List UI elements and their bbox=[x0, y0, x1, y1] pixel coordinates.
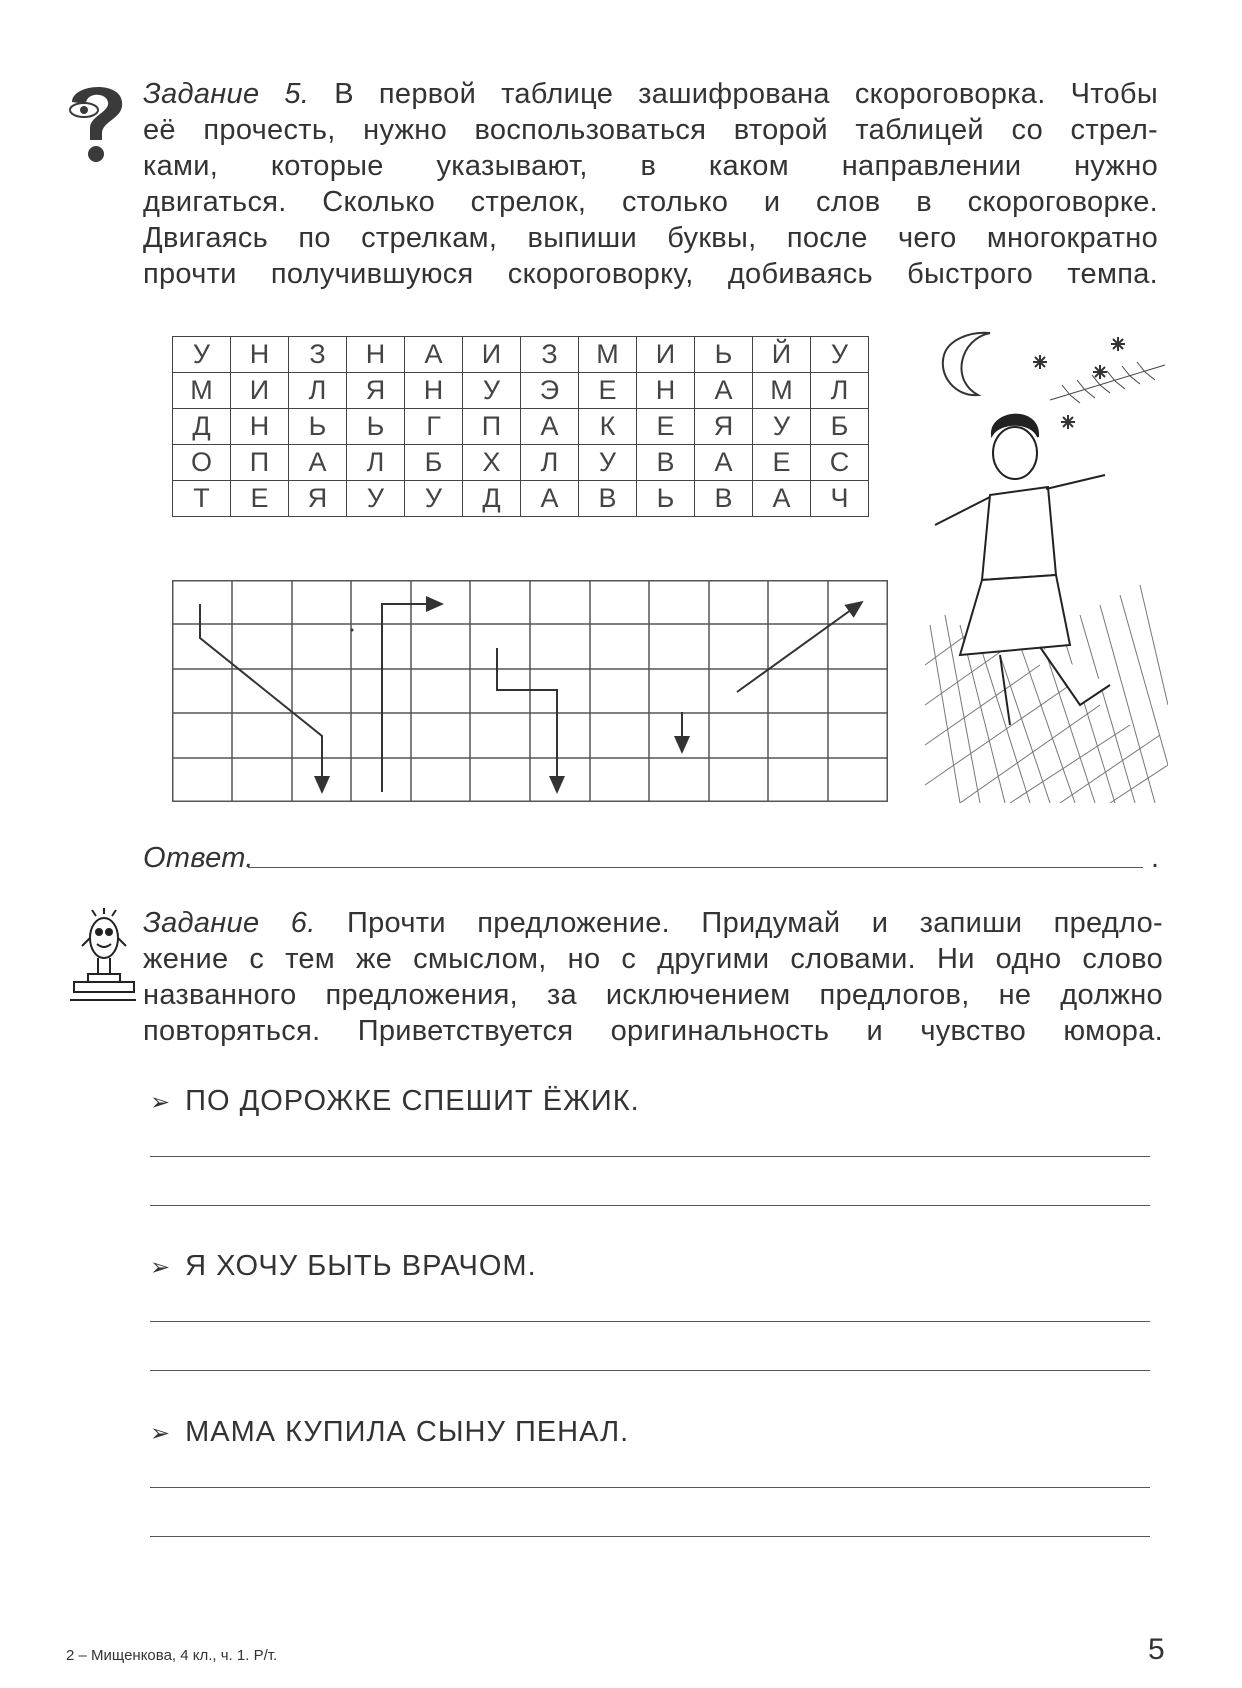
letter-cell: Н bbox=[231, 337, 289, 373]
letter-cell: П bbox=[231, 445, 289, 481]
letter-cell: В bbox=[579, 481, 637, 517]
footer-note: 2 – Мищенкова, 4 кл., ч. 1. Р/т. bbox=[66, 1647, 278, 1664]
letter-cell: Я bbox=[347, 373, 405, 409]
letter-cell: Д bbox=[173, 409, 231, 445]
letter-cell: Я bbox=[289, 481, 347, 517]
moon-icon bbox=[943, 333, 990, 395]
arrow-grid bbox=[172, 580, 888, 802]
letter-cell: М bbox=[173, 373, 231, 409]
letter-cell: Л bbox=[811, 373, 869, 409]
question-eye-icon bbox=[60, 80, 135, 165]
letter-cell: В bbox=[637, 445, 695, 481]
sentence-block-1 bbox=[150, 1085, 1160, 1206]
answer-input-line[interactable] bbox=[248, 867, 1143, 868]
letter-cell: З bbox=[289, 337, 347, 373]
letter-cell: Л bbox=[289, 373, 347, 409]
letter-cell: Т bbox=[173, 481, 231, 517]
letter-grid-row bbox=[173, 445, 869, 481]
letter-cell: С bbox=[811, 445, 869, 481]
letter-cell: Н bbox=[405, 373, 463, 409]
writing-line[interactable] bbox=[150, 1321, 1150, 1322]
letter-grid-row bbox=[173, 481, 869, 517]
letter-cell: А bbox=[521, 481, 579, 517]
letter-cell: И bbox=[637, 337, 695, 373]
writing-line[interactable] bbox=[150, 1205, 1150, 1206]
task6-text: Задание 6. Прочти предложение. Придумай и запиши предло- жение с тем же смыслом, но с другими словами. Ни одно слово названного предложения, за исключением предлогов, не должно повторяться. Приветствуется оригинальность и чувство юмора. bbox=[143, 907, 1163, 1047]
bullet-arrow-icon: ➢ bbox=[150, 1420, 172, 1447]
bullet-arrow-icon: ➢ bbox=[150, 1089, 172, 1116]
letter-cell: Л bbox=[521, 445, 579, 481]
letter-cell: Л bbox=[347, 445, 405, 481]
sentence-3: ➢ МАМА КУПИЛА СЫНУ ПЕНАЛ. bbox=[150, 1416, 630, 1448]
letter-cell: Е bbox=[231, 481, 289, 517]
letter-cell: А bbox=[289, 445, 347, 481]
letter-cell: З bbox=[521, 337, 579, 373]
letter-cell: А bbox=[521, 409, 579, 445]
letter-cell: Ь bbox=[347, 409, 405, 445]
character-steps-icon bbox=[70, 908, 140, 1008]
writing-line[interactable] bbox=[150, 1370, 1150, 1371]
letter-cell: В bbox=[695, 481, 753, 517]
letter-cell: Е bbox=[579, 373, 637, 409]
letter-cell: Э bbox=[521, 373, 579, 409]
letter-cell: Я bbox=[695, 409, 753, 445]
letter-cell: У bbox=[811, 337, 869, 373]
letter-cell: А bbox=[695, 445, 753, 481]
answer-label: Ответ. bbox=[143, 842, 254, 874]
letter-cell: А bbox=[695, 373, 753, 409]
task5-text: Задание 5. В первой таблице зашифрована скороговорка. Чтобы её прочесть, нужно воспользоваться второй таблицей со стрел- ками, которые указывают, в каком направлении нужно двигаться. Сколько стрелок, столько и слов в скороговорке. Двигаясь по стрелкам, выпиши буквы, после чего многократно прочти получившуюся скороговорку, добиваясь быстрого темпа. bbox=[143, 78, 1158, 290]
letter-grid-row bbox=[173, 337, 869, 373]
letter-cell: Е bbox=[753, 445, 811, 481]
letter-cell: М bbox=[579, 337, 637, 373]
letter-cell: И bbox=[231, 373, 289, 409]
answer-row bbox=[143, 840, 1163, 880]
letter-cell: У bbox=[347, 481, 405, 517]
letter-cell: Й bbox=[753, 337, 811, 373]
letter-cell: П bbox=[463, 409, 521, 445]
task5-label: Задание 5. bbox=[143, 78, 310, 110]
letter-cell: У bbox=[579, 445, 637, 481]
letter-cell: А bbox=[405, 337, 463, 373]
sentence-block-3 bbox=[150, 1416, 1160, 1537]
letter-cell: Ч bbox=[811, 481, 869, 517]
letter-cell: Н bbox=[637, 373, 695, 409]
letter-cell: Н bbox=[347, 337, 405, 373]
letter-cell: Ь bbox=[637, 481, 695, 517]
writing-line[interactable] bbox=[150, 1536, 1150, 1537]
writing-line[interactable] bbox=[150, 1156, 1150, 1157]
sentence-2: ➢ Я ХОЧУ БЫТЬ ВРАЧОМ. bbox=[150, 1250, 537, 1282]
arrow-path-2 bbox=[382, 604, 442, 792]
letter-cell: У bbox=[463, 373, 521, 409]
letter-cell: Ь bbox=[695, 337, 753, 373]
bullet-arrow-icon: ➢ bbox=[150, 1254, 172, 1281]
sentence-1: ➢ ПО ДОРОЖКЕ СПЕШИТ ЁЖИК. bbox=[150, 1085, 640, 1117]
letter-cell: У bbox=[753, 409, 811, 445]
letter-cell: У bbox=[405, 481, 463, 517]
letter-cell: У bbox=[173, 337, 231, 373]
letter-grid bbox=[172, 336, 869, 517]
dancing-girl-illustration bbox=[920, 325, 1168, 803]
arrow-path-5 bbox=[737, 602, 862, 692]
letter-cell: М bbox=[753, 373, 811, 409]
letter-cell: Х bbox=[463, 445, 521, 481]
letter-cell: Б bbox=[405, 445, 463, 481]
letter-cell: Е bbox=[637, 409, 695, 445]
answer-period: . bbox=[1151, 842, 1160, 874]
letter-cell: О bbox=[173, 445, 231, 481]
page-number: 5 bbox=[1148, 1633, 1165, 1666]
letter-grid-row bbox=[173, 373, 869, 409]
stray-dot bbox=[351, 629, 354, 632]
arrow-grid-svg bbox=[172, 580, 888, 802]
letter-cell: А bbox=[753, 481, 811, 517]
letter-cell: Г bbox=[405, 409, 463, 445]
letter-grid-row bbox=[173, 409, 869, 445]
letter-cell: И bbox=[463, 337, 521, 373]
arrow-path-1 bbox=[200, 604, 322, 792]
letter-cell: Н bbox=[231, 409, 289, 445]
letter-cell: Ь bbox=[289, 409, 347, 445]
letter-cell: Д bbox=[463, 481, 521, 517]
letter-cell: К bbox=[579, 409, 637, 445]
letter-cell: Б bbox=[811, 409, 869, 445]
sentence-block-2 bbox=[150, 1250, 1160, 1371]
task6-label: Задание 6. bbox=[143, 907, 316, 939]
writing-line[interactable] bbox=[150, 1487, 1150, 1488]
